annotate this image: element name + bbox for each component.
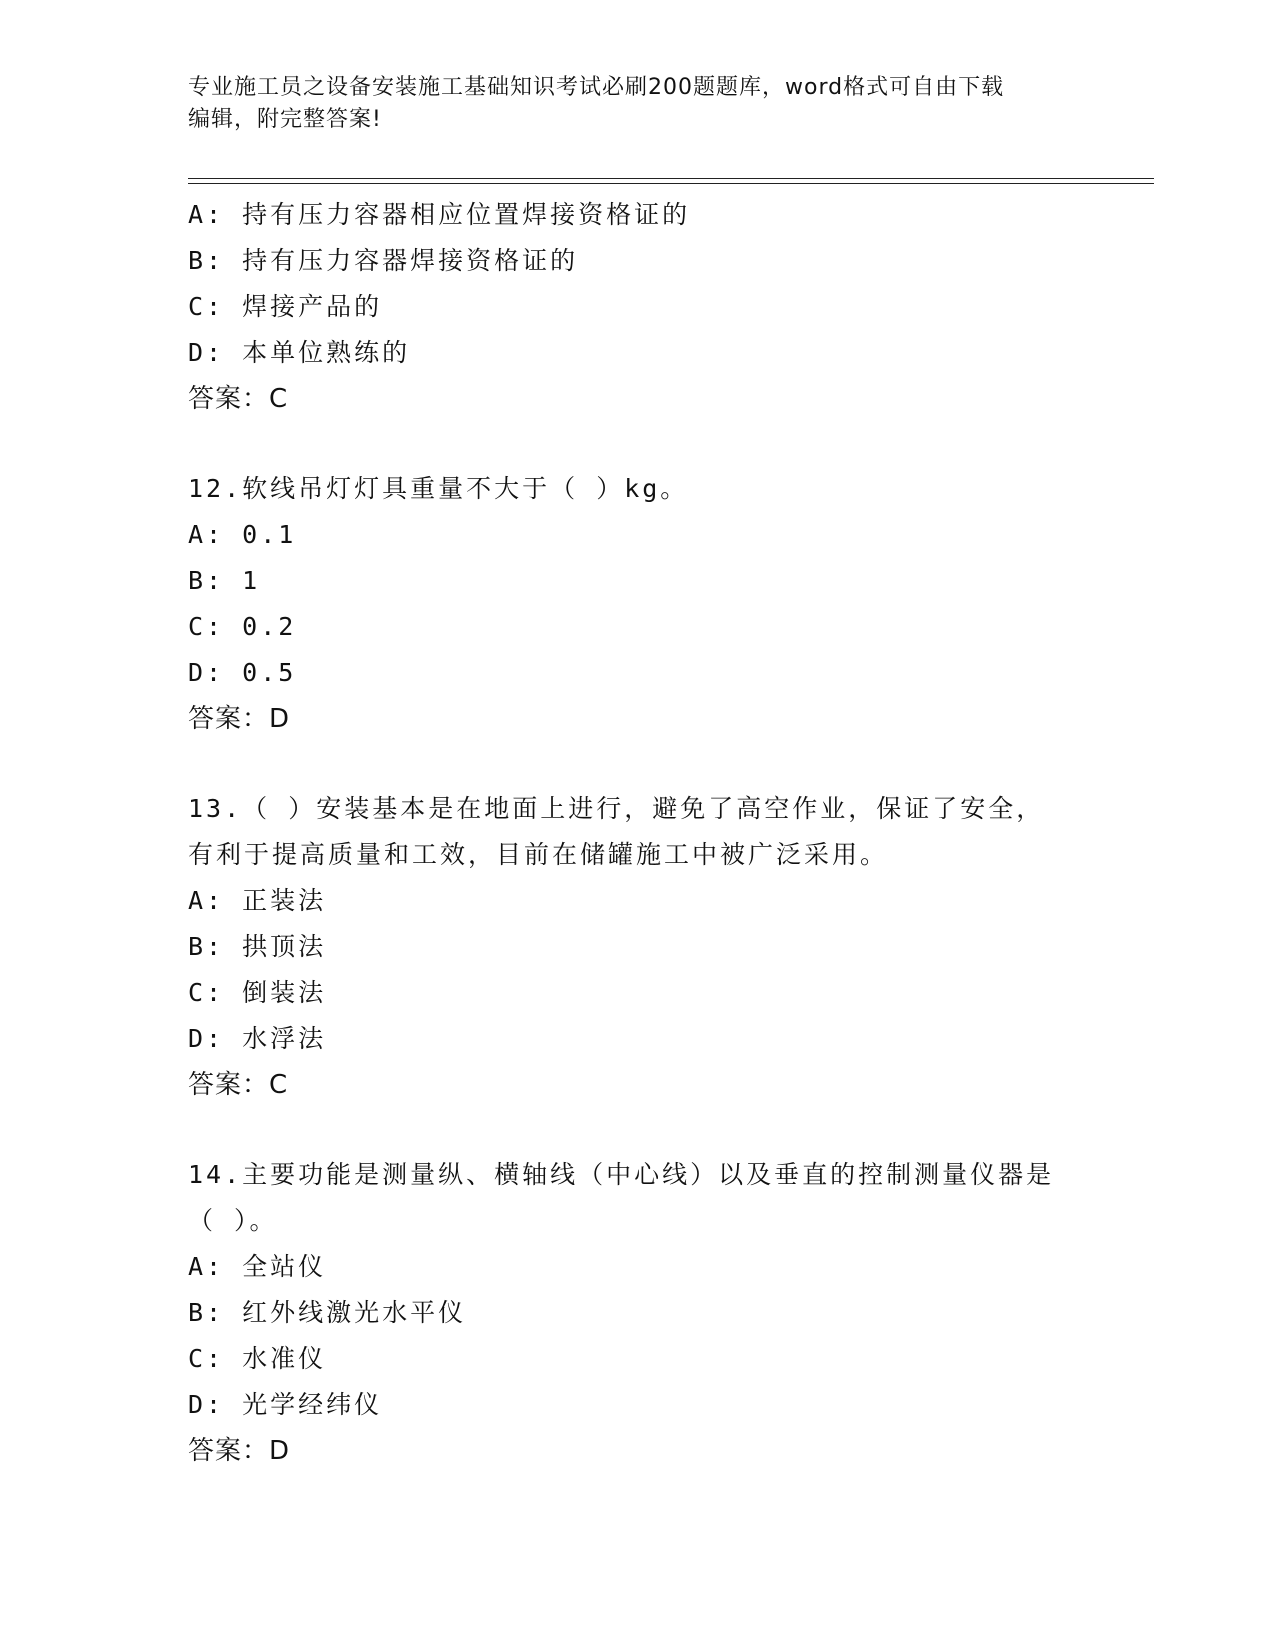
document-header [188, 72, 1088, 136]
question-list [188, 192, 1128, 1474]
option-c: C: 水准仪 [188, 1344, 327, 1373]
option-d: D: 光学经纬仪 [188, 1390, 383, 1419]
option-b: B: 1 [188, 566, 261, 595]
question-spacer [188, 742, 1128, 786]
question-spacer [188, 1108, 1128, 1152]
header-divider-top [188, 178, 1154, 179]
question-stem-line-1: 14.主要功能是测量纵、横轴线（中心线）以及垂直的控制测量仪器是 [188, 1160, 1055, 1189]
question-12 [188, 466, 1128, 742]
header-title-line-2: 编辑，附完整答案! [188, 107, 382, 132]
option-c: C: 倒装法 [188, 978, 327, 1007]
option-a: A: 持有压力容器相应位置焊接资格证的 [188, 200, 691, 229]
question-stem-line-1: 13.（ ）安装基本是在地面上进行，避免了高空作业，保证了安全， [188, 794, 1045, 823]
question-13 [188, 786, 1128, 1108]
question-stem: 12.软线吊灯灯具重量不大于（ ）kg。 [188, 474, 689, 503]
header-divider-bottom [188, 183, 1154, 184]
question-stem-line-2: 有利于提高质量和工效，目前在储罐施工中被广泛采用。 [188, 840, 889, 869]
answer-line: 答案：D [188, 1436, 291, 1466]
option-b: B: 红外线激光水平仪 [188, 1298, 467, 1327]
question-11 [188, 192, 1128, 422]
option-a: A: 全站仪 [188, 1252, 327, 1281]
answer-line: 答案：D [188, 704, 291, 734]
option-c: C: 焊接产品的 [188, 292, 383, 321]
question-stem-line-2: （ ）。 [188, 1206, 278, 1235]
option-d: D: 0.5 [188, 658, 297, 687]
option-d: D: 水浮法 [188, 1024, 327, 1053]
option-b: B: 拱顶法 [188, 932, 327, 961]
option-a: A: 0.1 [188, 520, 297, 549]
answer-line: 答案：C [188, 384, 289, 414]
question-14 [188, 1152, 1128, 1474]
header-title-line-1: 专业施工员之设备安装施工基础知识考试必刷200题题库，word格式可自由下载 [188, 75, 1005, 100]
option-a: A: 正装法 [188, 886, 327, 915]
answer-line: 答案：C [188, 1070, 289, 1100]
option-b: B: 持有压力容器焊接资格证的 [188, 246, 579, 275]
option-d: D: 本单位熟练的 [188, 338, 411, 367]
question-spacer [188, 422, 1128, 466]
option-c: C: 0.2 [188, 612, 297, 641]
